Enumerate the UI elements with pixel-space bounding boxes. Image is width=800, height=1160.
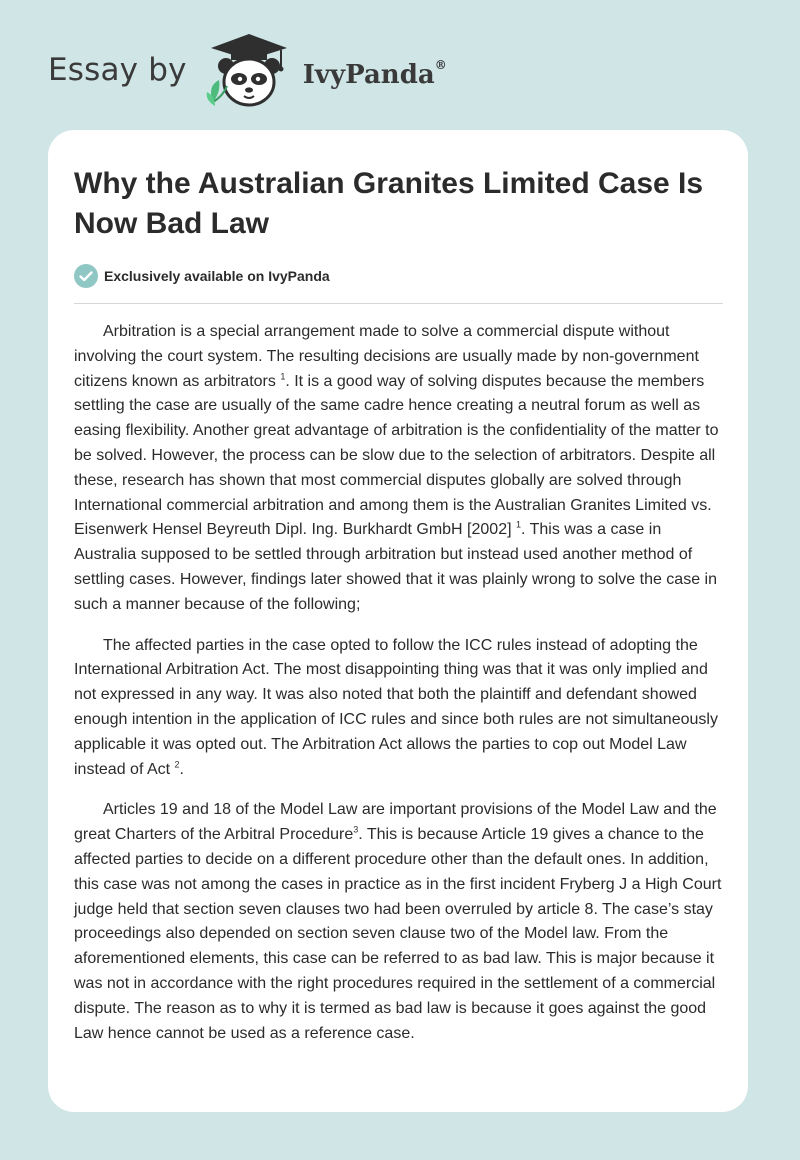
paragraph	[74, 634, 724, 783]
essay-body	[74, 320, 724, 1062]
footnote-ref[interactable]: 2	[174, 759, 180, 770]
paragraph	[74, 320, 724, 618]
essay-title: Why the Australian Granites Limited Case Is Now Bad Law	[74, 167, 704, 240]
check-circle-icon	[74, 264, 98, 288]
footnote-ref[interactable]: 1	[280, 371, 286, 382]
exclusive-badge-label: Exclusively available on IvyPanda	[104, 268, 330, 284]
paragraph-text: . This was a case in Australia supposed to be settled through arbitration but instead used another method of settling cases. However, findings later showed that it was plainly wrong to solve the case in such a manner because of the following;	[74, 521, 717, 613]
site-brand[interactable]	[48, 30, 447, 110]
registered-mark: ®	[434, 58, 447, 72]
paragraph	[74, 798, 724, 1046]
footnote-ref[interactable]: 1	[515, 520, 521, 531]
brand-prefix: Essay by	[48, 52, 187, 88]
brand-name	[303, 60, 447, 90]
paragraph-text: The affected parties in the case opted to follow the ICC rules instead of adopting the International Arbitration Act. The most disappointing thing was that it was only implied and not expressed in any way. It was also noted that both the plaintiff and defendant showed enough intention in the application of ICC rules and since both rules are not simultaneously applicable it was opted out. The Arbitration Act allows the parties to cop out Model Law instead of Act	[74, 636, 718, 778]
paragraph-text: . This is because Article 19 gives a chance to the affected parties to decide on a different procedure other than the default ones. In addition, this case was not among the cases in practice as in the first incident Fryberg J a High Court judge held that section seven clauses two had been overruled by article 8. The case’s stay proceedings also depended on section seven clause two of the Model law. From the aforementioned elements, this case can be referred to as bad law. This is major because it was not in accordance with the right procedures required in the settlement of a commercial dispute. The reason as to why it is termed as bad law is because it goes against the good Law hence cannot be used as a reference case.	[74, 826, 722, 1042]
paragraph-text: Articles 19 and 18 of the Model Law are important provisions of the Model Law and the great Charters of the Arbitral Procedure	[74, 801, 717, 844]
title-divider	[74, 303, 723, 304]
exclusive-badge	[74, 264, 330, 288]
paragraph-text: Arbitration is a special arrangement made to solve a commercial dispute without involving the court system. The resulting decisions are usually made by non-government citizens known as arbitrators	[74, 323, 699, 390]
essay-card	[48, 130, 748, 1112]
paragraph-text: . It is a good way of solving disputes because the members settling the case are usually of the same cadre hence creating a neutral forum as well as easing flexibility. Another great advantage of arbitration is the confidentiality of the matter to be solved. However, the process can be slow due to the selection of arbitrators. Despite all these, research has shown that most commercial disputes globally are solved through International commercial arbitration and among them is the Australian Granites Limited vs. Eisenwerk Hensel Beyreuth Dipl. Ing. Burkhardt GmbH [2002]	[74, 372, 719, 539]
panda-graduate-logo-icon	[201, 30, 297, 110]
footnote-ref[interactable]: 3	[353, 824, 359, 835]
brand-name-text: IvyPanda	[302, 60, 435, 90]
paragraph-text: .	[179, 760, 184, 778]
